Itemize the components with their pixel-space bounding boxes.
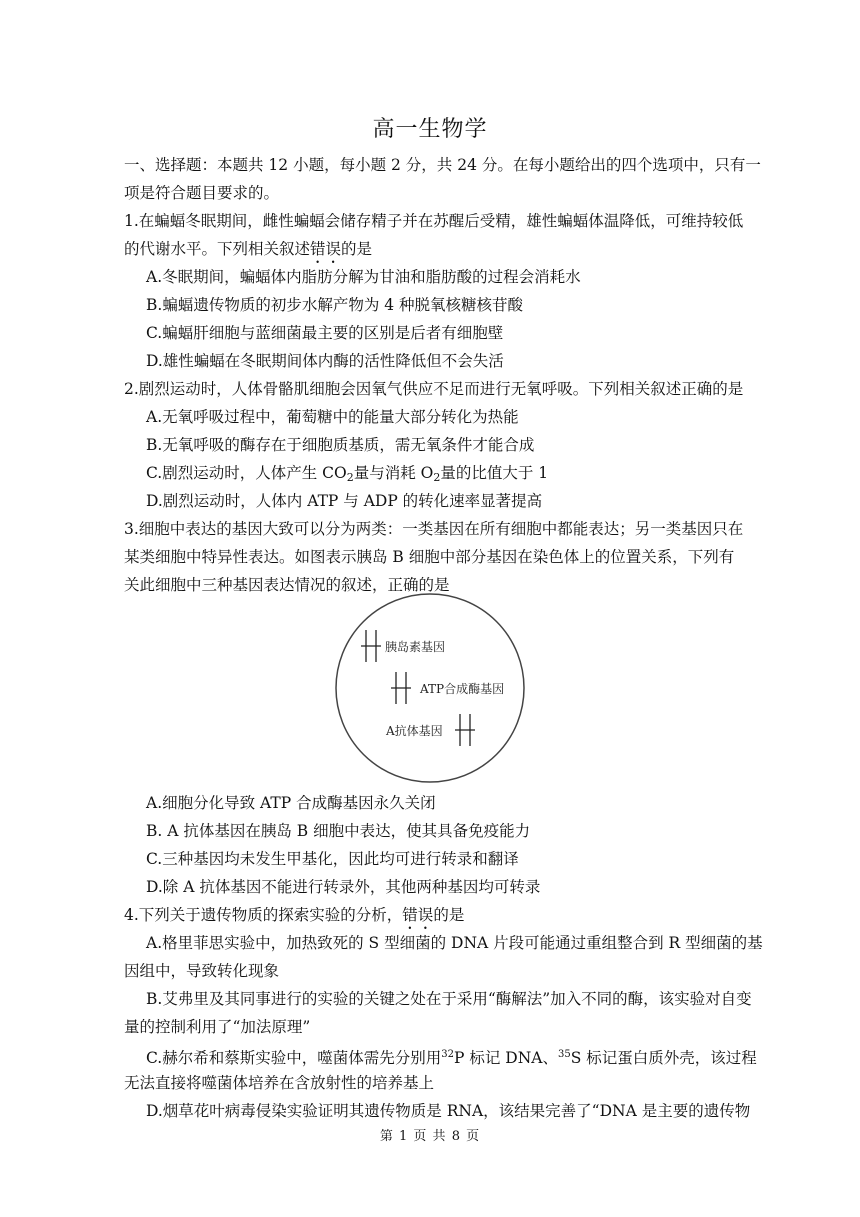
q1-stem-text: 的代谢水平。下列相关叙述 — [124, 240, 311, 258]
q3-stem: 3.细胞中表达的基因大致可以分为两类：一类基因在所有细胞中都能表达；另一类基因只在 — [124, 520, 744, 538]
q2-c-sub2: 2 — [433, 471, 441, 484]
q1-emphasis: 错误 — [310, 240, 342, 258]
q3-option-a: A.细胞分化导致 ATP 合成酶基因永久关闭 — [146, 794, 436, 812]
q4-c-sup2: 35 — [557, 1049, 571, 1060]
q3-option-c: C.三种基因均未发生甲基化，因此均可进行转录和翻译 — [146, 850, 519, 868]
section-instruction: 一、选择题：本题共 12 小题，每小题 2 分，共 24 分。在每小题给出的四个选项中，只有一 — [124, 156, 761, 174]
section-instruction-cont: 项是符合题目要求的。 — [124, 184, 280, 202]
q4-option-a-cont: 因组中，导致转化现象 — [124, 962, 280, 980]
q4-c-text2: P 标记 DNA、 — [453, 1049, 558, 1067]
q1-option-c: C.蝙蝠肝细胞与蓝细菌最主要的区别是后者有细胞壁 — [146, 324, 504, 342]
q1-stem-end: 的是 — [341, 240, 373, 258]
atp-synthase-gene-mark — [391, 672, 411, 704]
q3-option-d: D.除 A 抗体基因不能进行转录外，其他两种基因均可转录 — [146, 878, 541, 896]
q2-c-text: C.剧烈运动时，人体产生 CO — [146, 464, 347, 482]
q4-option-a: A.格里菲思实验中，加热致死的 S 型细菌的 DNA 片段可能通过重组整合到 R 型细菌的基 — [146, 934, 763, 952]
q1-stem-cont — [124, 239, 372, 267]
q4-stem — [124, 905, 464, 933]
q2-option-a: A.无氧呼吸过程中，葡萄糖中的能量大部分转化为热能 — [146, 408, 519, 426]
page-footer: 第 1 页 共 8 页 — [379, 1129, 481, 1144]
q4-stem-text: 4.下列关于遗传物质的探索实验的分析， — [124, 906, 403, 924]
q2-c-text2: 量与消耗 O — [353, 464, 434, 482]
q2-stem: 2.剧烈运动时，人体骨骼肌细胞会因氧气供应不足而进行无氧呼吸。下列相关叙述正确的是 — [124, 380, 744, 398]
q3-option-b: B. A 抗体基因在胰岛 B 细胞中表达，使其具备免疫能力 — [146, 822, 531, 840]
q2-c-text3: 量的比值大于 1 — [440, 464, 549, 482]
q1-stem: 1.在蝙蝠冬眠期间，雌性蝙蝠会储存精子并在苏醒后受精，雄性蝙蝠体温降低，可维持较低 — [124, 212, 744, 230]
q2-option-c — [146, 463, 548, 488]
q4-option-c — [146, 1045, 757, 1068]
insulin-gene-label: 胰岛素基因 — [385, 640, 446, 654]
q2-option-d: D.剧烈运动时，人体内 ATP 与 ADP 的转化速率显著提高 — [146, 492, 543, 510]
q2-c-sub1: 2 — [346, 471, 354, 484]
q2-option-b: B.无氧呼吸的酶存在于细胞质基质，需无氧条件才能合成 — [146, 436, 535, 454]
q4-c-text: C.赫尔希和蔡斯实验中，噬菌体需先分别用 — [146, 1049, 442, 1067]
q4-option-b: B.艾弗里及其同事进行的实验的关键之处在于采用“酶解法”加入不同的酶，该实验对自变 — [146, 990, 752, 1008]
q4-stem-end: 的是 — [433, 906, 465, 924]
q1-option-b: B.蝙蝠遗传物质的初步水解产物为 4 种脱氧核糖核苷酸 — [146, 296, 524, 314]
page-title: 高一生物学 — [372, 117, 488, 142]
insulin-gene-mark — [361, 630, 381, 662]
q3-stem-cont: 某类细胞中特异性表达。如图表示胰岛 B 细胞中部分基因在染色体上的位置关系，下列有 — [124, 548, 735, 566]
q1-option-a: A.冬眠期间，蝙蝠体内脂肪分解为甘油和脂肪酸的过程会消耗水 — [146, 268, 581, 286]
antibody-gene-label: A抗体基因 — [386, 724, 443, 738]
atp-synthase-gene-label: ATP合成酶基因 — [420, 682, 505, 696]
q4-c-sup1: 32 — [441, 1049, 454, 1060]
q4-option-b-cont: 量的控制利用了“加法原理” — [124, 1018, 311, 1036]
q4-c-text3: S 标记蛋白质外壳，该过程 — [570, 1049, 757, 1067]
antibody-gene-mark — [455, 714, 475, 746]
q1-option-d: D.雄性蝙蝠在冬眠期间体内酶的活性降低但不会失活 — [146, 352, 504, 370]
gene-position-figure — [330, 588, 530, 788]
q4-option-d: D.烟草花叶病毒侵染实验证明其遗传物质是 RNA，该结果完善了“DNA 是主要的遗传物 — [146, 1102, 751, 1120]
q4-emphasis: 错误 — [402, 906, 434, 924]
q4-option-c-cont: 无法直接将噬菌体培养在含放射性的培养基上 — [124, 1074, 435, 1092]
q3-stem-end: 关此细胞中三种基因表达情况的叙述，正确的是 — [124, 576, 450, 594]
